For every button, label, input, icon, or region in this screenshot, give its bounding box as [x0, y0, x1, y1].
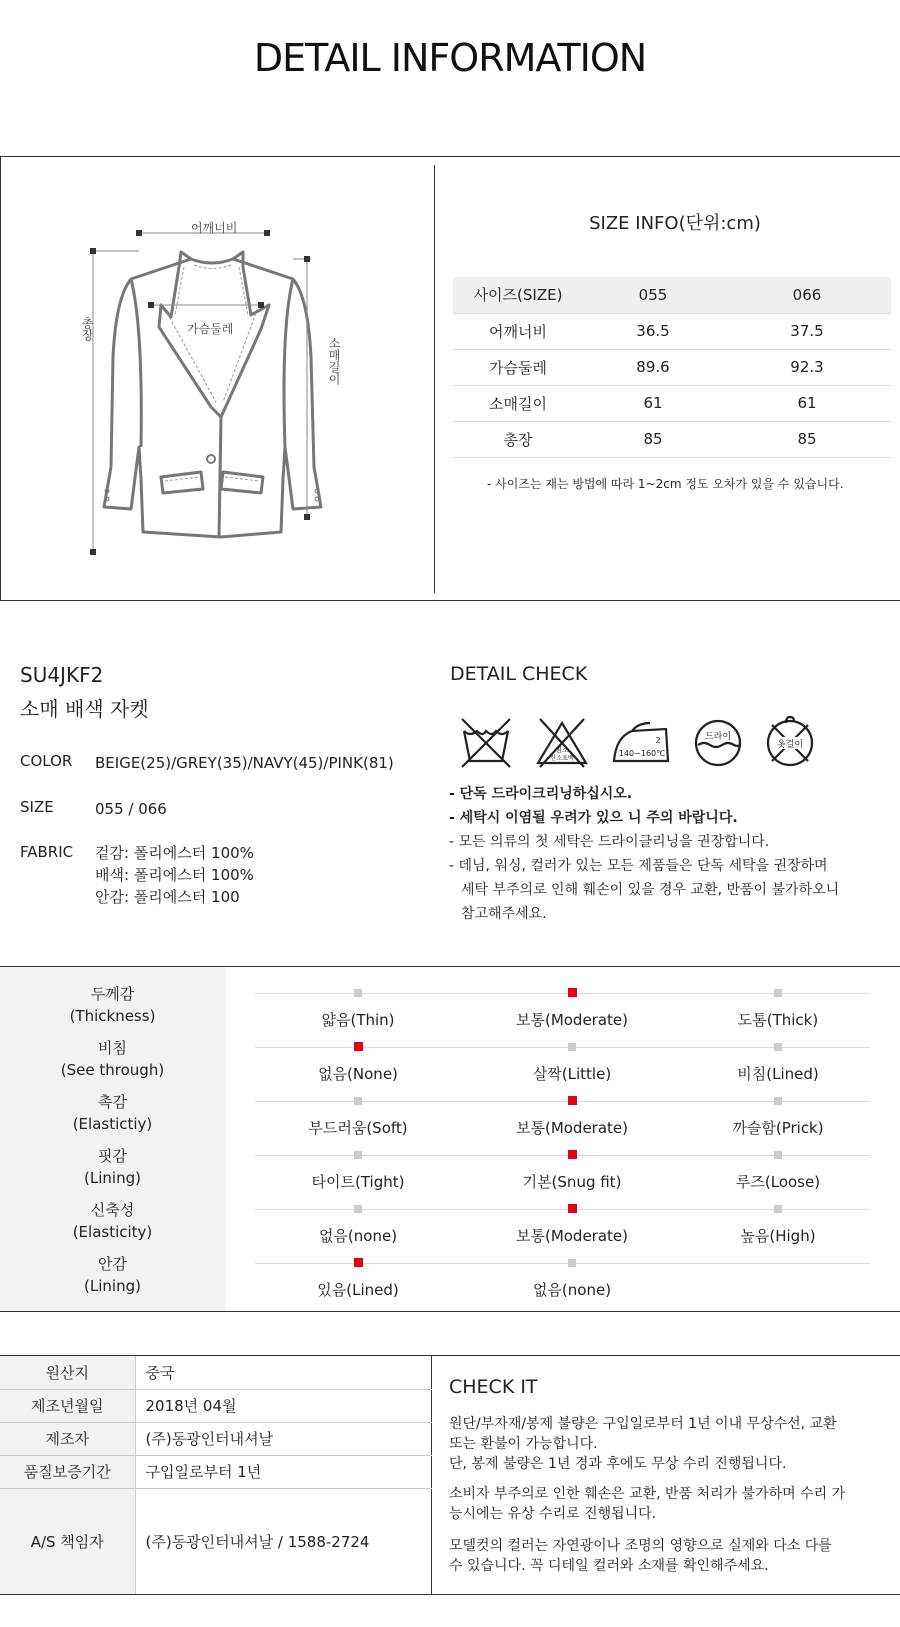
table-row	[0, 1488, 432, 1594]
size-header-cell: 055	[583, 277, 723, 313]
material-label	[0, 975, 225, 1027]
material-option: 얇음(Thin)	[321, 1011, 395, 1029]
spec-value	[95, 798, 455, 820]
material-label-ko: 핏감	[98, 1147, 127, 1165]
info-key: A/S 책임자	[0, 1488, 135, 1594]
material-label-en: (Elasticity)	[72, 1223, 153, 1241]
material-row	[0, 1083, 900, 1137]
material-marker	[774, 1097, 782, 1105]
material-option: 타이트(Tight)	[311, 1173, 405, 1191]
check-it-line: 단, 봉제 불량은 1년 경과 후에도 무상 수리 진행됩니다.	[449, 1456, 787, 1472]
size-cell: 36.5	[583, 313, 723, 349]
iron-level-text: 2	[655, 736, 661, 745]
check-it-line: 또는 환불이 가능합니다.	[449, 1436, 598, 1452]
care-note: 참고해주세요.	[461, 906, 547, 922]
check-it-line: 수 있습니다. 꼭 디테일 컬러와 소재를 확인해주세요.	[449, 1558, 769, 1574]
product-info-section	[0, 1355, 900, 1595]
detail-check-title: DETAIL CHECK	[450, 663, 588, 685]
size-table	[453, 277, 891, 458]
material-marker	[354, 989, 362, 997]
material-label	[0, 1083, 225, 1135]
care-note: 세탁 부주의로 인해 훼손이 있을 경우 교환, 반품이 불가하오니	[461, 882, 840, 898]
bleach-text2: 산소표백	[550, 755, 574, 762]
material-marker	[354, 1205, 362, 1213]
spec-value	[95, 752, 455, 774]
detail-check-notes	[449, 782, 879, 926]
size-cell: 61	[583, 385, 723, 421]
size-value: 055 / 066	[95, 800, 167, 818]
material-label-ko: 두께감	[90, 985, 135, 1003]
material-option: 높음(High)	[740, 1227, 816, 1245]
care-note: - 단독 드라이크리닝하십시오.	[449, 786, 633, 802]
material-label-en: (See through)	[60, 1061, 165, 1079]
material-row	[0, 1191, 900, 1245]
table-row	[0, 1389, 432, 1422]
material-selected-marker	[568, 1096, 577, 1105]
material-option: 까슬함(Prick)	[732, 1119, 824, 1137]
check-it-paragraph	[449, 1484, 889, 1524]
material-row	[0, 1245, 900, 1299]
material-label	[0, 1245, 225, 1297]
size-table-header	[453, 277, 891, 313]
material-option: 없음(none)	[318, 1227, 398, 1245]
material-marker	[774, 1043, 782, 1051]
size-cell: 85	[583, 421, 723, 457]
no-bleach-icon	[534, 715, 590, 771]
section-divider	[434, 165, 435, 593]
check-it-paragraph	[449, 1414, 889, 1474]
material-label-ko: 촉감	[98, 1093, 127, 1111]
diagram-label-shoulder: 어깨너비	[191, 221, 238, 235]
material-option: 보통(Moderate)	[515, 1119, 629, 1137]
check-it-title: CHECK IT	[449, 1376, 538, 1398]
material-option: 있음(Lined)	[317, 1281, 399, 1299]
no-wash-icon	[458, 715, 514, 771]
table-row	[0, 1356, 432, 1389]
size-cell: 어깨너비	[453, 313, 583, 349]
material-option: 기본(Snug fit)	[522, 1173, 622, 1191]
material-option: 보통(Moderate)	[515, 1227, 629, 1245]
material-selected-marker	[568, 1204, 577, 1213]
material-label-en: (Thickness)	[69, 1007, 156, 1025]
material-option: 도톰(Thick)	[737, 1011, 819, 1029]
size-cell: 가슴둘레	[453, 349, 583, 385]
check-it-line: 모델컷의 컬러는 자연광이나 조명의 영향으로 실제와 다소 다를	[449, 1538, 832, 1554]
info-key: 제조자	[0, 1422, 135, 1455]
size-header-cell: 066	[723, 277, 891, 313]
spec-label: FABRIC	[20, 843, 74, 861]
size-info-title: SIZE INFO(단위:cm)	[589, 213, 761, 234]
material-selected-marker	[354, 1042, 363, 1051]
material-grid	[0, 966, 900, 1312]
material-option: 살짝(Little)	[532, 1065, 612, 1083]
size-header-cell: 사이즈(SIZE)	[453, 277, 583, 313]
fabric-line: 배색: 폴리에스터 100%	[95, 866, 254, 884]
color-value: BEIGE(25)/GREY(35)/NAVY(45)/PINK(81)	[95, 754, 394, 772]
material-marker	[354, 1097, 362, 1105]
info-value: (주)동광인터내셔날 / 1588-2724	[135, 1488, 432, 1594]
material-option: 없음(None)	[318, 1065, 398, 1083]
check-it-paragraph	[449, 1536, 889, 1576]
material-option: 없음(none)	[532, 1281, 612, 1299]
spec-label: SIZE	[20, 798, 54, 816]
material-label-en: (Lining)	[84, 1277, 141, 1295]
diagram-label-length: 총장	[80, 317, 94, 341]
size-cell: 92.3	[723, 349, 891, 385]
material-scale-line	[255, 1263, 870, 1264]
material-label-ko: 비침	[98, 1039, 127, 1057]
size-cell: 61	[723, 385, 891, 421]
info-key: 원산지	[0, 1356, 135, 1389]
material-marker	[568, 1259, 576, 1267]
diagram-label-sleeve: 소매길이	[327, 337, 341, 385]
material-label	[0, 1191, 225, 1243]
material-selected-marker	[354, 1258, 363, 1267]
size-section	[0, 156, 900, 601]
hanger-dry-icon	[762, 715, 818, 771]
check-it-line: 원단/부자재/봉제 불량은 구입일로부터 1년 이내 무상수선, 교환	[449, 1416, 837, 1432]
product-info-table	[0, 1356, 432, 1594]
material-label-ko: 신축성	[90, 1201, 135, 1219]
material-marker	[774, 1205, 782, 1213]
info-key: 품질보증기간	[0, 1455, 135, 1488]
fabric-line: 안감: 폴리에스터 100	[95, 888, 240, 906]
material-selected-marker	[568, 1150, 577, 1159]
size-cell: 총장	[453, 421, 583, 457]
material-row	[0, 1029, 900, 1083]
table-row	[453, 349, 891, 385]
material-row	[0, 975, 900, 1029]
iron-low-temp-icon	[610, 715, 672, 771]
info-key: 제조년월일	[0, 1389, 135, 1422]
material-marker	[774, 989, 782, 997]
size-cell: 소매길이	[453, 385, 583, 421]
info-value: (주)동광인터내셔날	[135, 1422, 432, 1455]
material-option: 비침(Lined)	[737, 1065, 819, 1083]
material-option: 보통(Moderate)	[515, 1011, 629, 1029]
material-selected-marker	[568, 988, 577, 997]
product-code: SU4JKF2	[20, 663, 104, 687]
material-row	[0, 1137, 900, 1191]
table-row	[453, 313, 891, 349]
product-name: 소매 배색 자켓	[20, 697, 149, 721]
info-value: 구입일로부터 1년	[135, 1455, 432, 1488]
material-marker	[354, 1151, 362, 1159]
dry-text: 드라이	[704, 732, 732, 742]
material-marker	[568, 1043, 576, 1051]
material-label	[0, 1137, 225, 1189]
spec-value	[95, 842, 455, 908]
care-note: - 세탁시 이염될 우려가 있으 니 주의 바랍니다.	[449, 810, 738, 826]
table-row	[453, 421, 891, 457]
page-title: DETAIL INFORMATION	[253, 36, 647, 80]
material-label	[0, 1029, 225, 1081]
material-marker	[774, 1151, 782, 1159]
material-option: 부드러움(Soft)	[308, 1119, 408, 1137]
fabric-line: 겉감: 폴리에스터 100%	[95, 844, 254, 862]
iron-temp-text: 140~160℃	[618, 749, 666, 758]
check-it-line: 능시에는 유상 수리로 진행됩니다.	[449, 1506, 657, 1522]
jacket-diagram-icon	[71, 217, 351, 577]
size-cell: 37.5	[723, 313, 891, 349]
size-note: - 사이즈는 재는 방법에 따라 1~2cm 정도 오차가 있을 수 있습니다.	[487, 477, 844, 491]
spec-label: COLOR	[20, 752, 73, 770]
care-note: - 모든 의류의 첫 세탁은 드라이클리닝을 권장합니다.	[449, 834, 770, 850]
dry-clean-icon	[690, 715, 746, 771]
material-label-en: (Lining)	[84, 1169, 141, 1187]
size-cell: 85	[723, 421, 891, 457]
table-row	[0, 1422, 432, 1455]
bleach-text: 염소	[555, 746, 569, 754]
hanger-text: 옷걸이	[776, 740, 804, 750]
info-value: 2018년 04월	[135, 1389, 432, 1422]
material-label-en: (Elastictiy)	[72, 1115, 153, 1133]
care-note: - 데님, 워싱, 컬러가 있는 모든 제품들은 단독 세탁을 권장하며	[449, 858, 828, 874]
check-it-line: 소비자 부주의로 인한 훼손은 교환, 반품 처리가 불가하며 수리 가	[449, 1486, 846, 1502]
diagram-label-chest: 가슴둘레	[187, 322, 234, 336]
material-option: 루즈(Loose)	[735, 1173, 821, 1191]
material-label-ko: 안감	[98, 1255, 127, 1273]
table-row	[453, 385, 891, 421]
size-cell: 89.6	[583, 349, 723, 385]
info-value: 중국	[135, 1356, 432, 1389]
table-row	[0, 1455, 432, 1488]
